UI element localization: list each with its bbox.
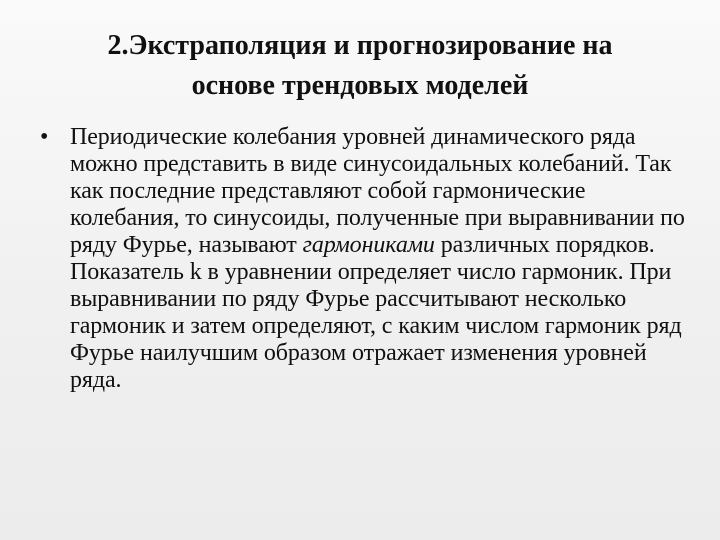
slide-title-line-1: 2.Экстраполяция и прогнозирование на <box>107 30 613 61</box>
slide-title <box>40 26 680 106</box>
slide-content <box>40 124 700 394</box>
bullet-text <box>70 124 700 394</box>
slide-title-line-2: основе трендовых моделей <box>191 70 529 101</box>
bullet-item <box>40 124 700 394</box>
bullet-text-part-1: Периодические колебания уровней динамического ряда можно представить в виде синусоидальных колебаний. Так как последние представляют собой гармонические колебания, то синусоиды, полученные при выравнивании по ряду Фурье, называют <box>70 124 685 258</box>
emphasized-term: гармониками <box>302 232 435 258</box>
bullet-text-part-2: различных порядков. Показатель k в уравнении определяет число гармоник. При выравнивании по ряду Фурье рассчитывают несколько гармоник и затем определяют, с каким числом гармоник ряд Фурье наилучшим образом отражает изменения уровней ряда. <box>70 232 682 393</box>
bullet-icon: • <box>40 124 49 150</box>
